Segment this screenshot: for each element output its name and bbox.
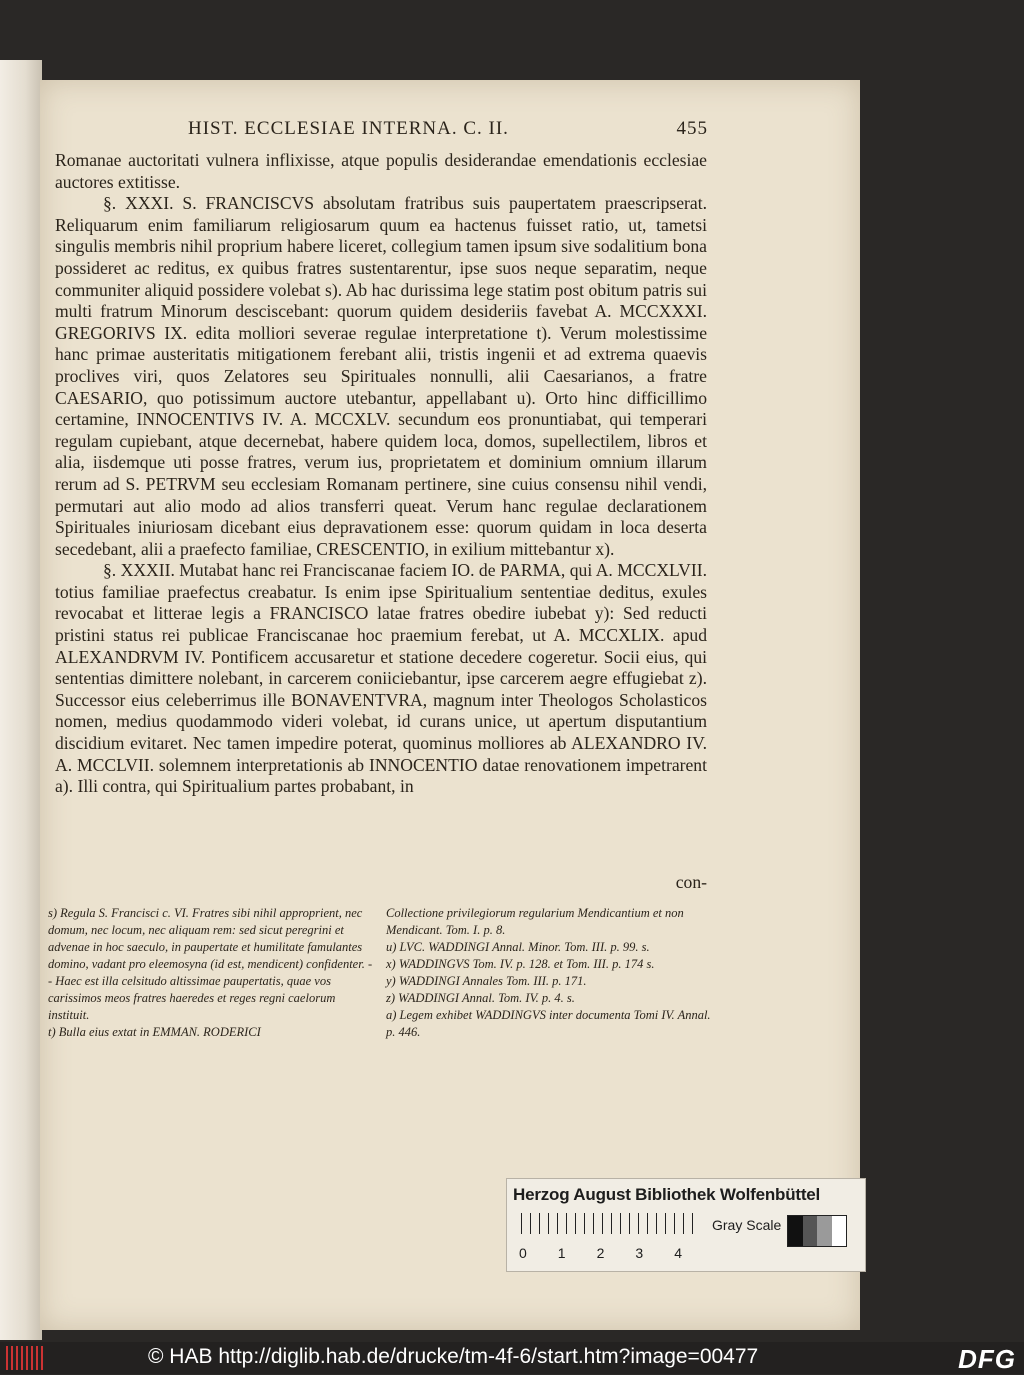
color-reference-card — [506, 1178, 866, 1272]
image-url-link[interactable]: © HAB http://diglib.hab.de/drucke/tm-4f-6/start.htm?image=00477 — [148, 1345, 759, 1368]
ruler-number: 1 — [557, 1245, 566, 1261]
ruler-number: 2 — [596, 1245, 605, 1261]
footnote: u) LVC. WADDINGI Annal. Minor. Tom. III. p. 99. s. — [386, 940, 650, 954]
footnote-column-right — [386, 905, 716, 1041]
gray-swatch — [817, 1216, 832, 1246]
paragraph: §. XXXII. Mutabat hanc rei Franciscanae faciem IO. de PARMA, qui A. MCCXLVII. totius familiae praefectus creabatur. Is enim ipse Spiritualium sententiae deditus, exules revocabat et litterae legis a FRANCISCO latae fratres obedire iubebat y): Sed reducti pristini status rei publicae Franciscanae hoc praemium ferebat, ut A. MCCXLIX. apud ALEXANDRVM IV. Pontificem accusaretur et statione decedere cogeretur. Socii eius, qui sententias dimittere nolebant, in carcerem coniiciebantur, ipse carcerem aegre effugiebat z). Successor eius celeberrimus ille BONAVENTVRA, magnum inter Theologos Scholasticos nomen, medius quodammodo videri volebat, id curans unice, ut apertum disputantium discidium evitaret. Nec tamen impedire poterat, quominus molliores ab ALEXANDRO IV. A. MCCLVII. solemnem interpretationis ab INNOCENTIO datae renovationem impetrarent a). Illi contra, qui Spiritualium partes probabant, in — [55, 560, 707, 797]
header-title: HIST. ECCLESIAE INTERNA. C. II. — [188, 118, 509, 139]
footnote: y) WADDINGI Annales Tom. III. p. 171. — [386, 974, 587, 988]
footnote: a) Legem exhibet WADDINGVS inter documenta Tomi IV. Annal. p. 446. — [386, 1008, 711, 1039]
ruler-number: 0 — [519, 1245, 527, 1261]
gray-scale-label: Gray Scale — [712, 1217, 782, 1233]
ruler-number: 4 — [674, 1245, 682, 1261]
footnote: x) WADDINGVS Tom. IV. p. 128. et Tom. III. p. 174 s. — [386, 957, 655, 971]
gray-swatch — [788, 1216, 803, 1246]
ruler-numbers — [519, 1245, 682, 1261]
ruler-number: 3 — [635, 1245, 644, 1261]
library-name: Herzog August Bibliothek Wolfenbüttel — [513, 1185, 821, 1204]
running-header — [188, 118, 708, 140]
paragraph: §. XXXI. S. FRANCISCVS absolutam fratribus suis paupertatem praescripserat. Reliquarum enim familiarum religiosarum quum ea hactenus fuisset ratio, ut, tametsi singulis membris nihil proprium habere liceret, collegium tamen ipsum sive sodalitium bona possideret ac reditus, ex quibus fratres sustentarentur, ipse suos neque separatim, neque communiter aliquid possidere volebat s). Ab hac durissima lege statim post obitum patris sui multi fratrum Minorum desciscebant: quorum quidem desideriis favebat A. MCCXXXI. GREGORIVS IX. edita molliori severae regulae interpretatione t). Verum molestissime hanc primae austeritatis mitigationem ferebant alii, tristis ingenii et ad extrema quaevis proclives viri, quos Zelatores seu Spirituales nonnulli, alii Caesarianos, a fratre CAESARIO, quo potissimum auctore utebantur, appellabant u). Orto hinc difficillimo certamine, INNOCENTIVS IV. A. MCCXLV. secundum eos pronuntiabat, qui temperari regulam cupiebant, atque decernebat, habere quidem loca, domos, supellectilem, libros et alia, iisdemque uti posse fratres, verum ius, proprietatem et dominium omnium illarum rerum ad S. PETRVM seu ecclesiam Romanam pertinere, sine cuius consensu nihil vendi, permutari aut alio modo ad alios transferri queat. Verum hanc regulae declarationem Spirituales iniuriosam dicebant eius depravationem esse: quorum quidam in loca deserta secedebant, alii a praefecto familiae, CRESCENTIO, in exilium mittebantur x). — [55, 193, 707, 559]
gray-swatch — [803, 1216, 818, 1246]
footnote: s) Regula S. Francisci c. VI. Fratres sibi nihil approprient, nec domum, nec locum, nec aliquam rem: sed sicut peregrini et advenae in hoc saeculo, in paupertate et humilitate famulantes domino, vadant pro eleemosyna (id est, mendicent) confidenter. - - Haec est illa celsitudo altissimae paupertatis, quae vos carissimos meos fratres haeredes et reges regni caelorum instituit. — [48, 906, 373, 1022]
hab-logo-icon — [6, 1346, 44, 1370]
footer-bar — [0, 1342, 1024, 1374]
paragraph: Romanae auctoritati vulnera inflixisse, atque populis desiderandae emendationis ecclesiae auctores extitisse. — [55, 150, 707, 192]
footnote: Collectione privilegiorum regularium Mendicantium et non Mendicant. Tom. I. p. 8. — [386, 906, 684, 937]
ruler-scale — [521, 1213, 701, 1243]
main-text — [55, 150, 707, 798]
gray-scale-bar — [787, 1215, 847, 1247]
gray-swatch — [832, 1216, 847, 1246]
page-number: 455 — [676, 118, 708, 139]
footnote-column-left — [48, 905, 378, 1041]
footnote: z) WADDINGI Annal. Tom. IV. p. 4. s. — [386, 991, 575, 1005]
catchword: con- — [675, 872, 707, 892]
footnote: t) Bulla eius extat in EMMAN. RODERICI — [48, 1025, 261, 1039]
previous-page-edge — [0, 60, 42, 1340]
dfg-logo: DFG — [958, 1344, 1016, 1374]
